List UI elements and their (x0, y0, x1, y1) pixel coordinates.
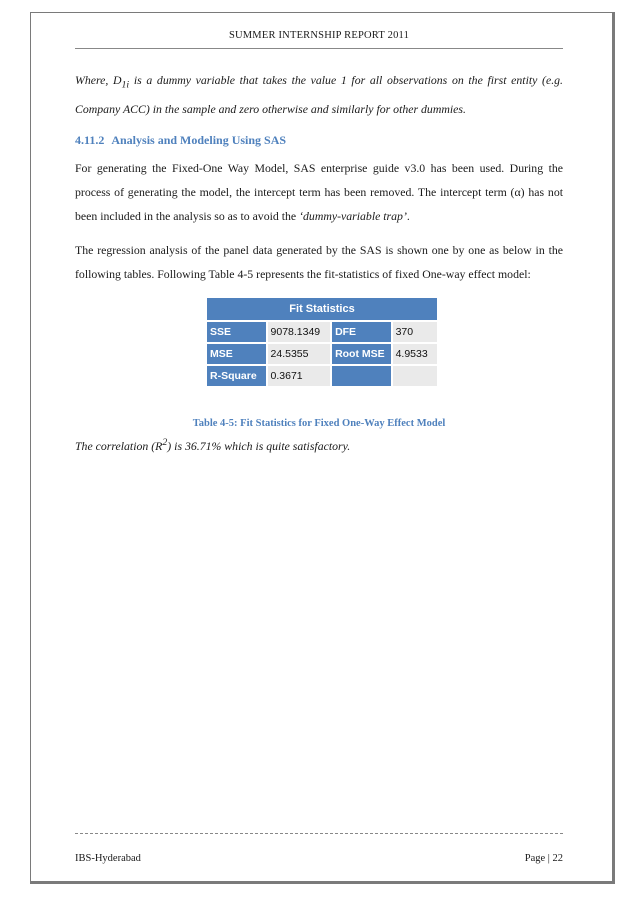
fit-statistics-table (205, 296, 439, 388)
table-row (207, 322, 437, 342)
corr-prefix: The correlation (R (75, 439, 163, 454)
footer-rule (75, 833, 563, 834)
para2-emphasis: ‘dummy-variable trap’ (299, 209, 407, 224)
para1-subscript: 1i (121, 79, 130, 91)
page-content (75, 68, 563, 454)
stat-value: 370 (393, 322, 437, 342)
section-title: Analysis and Modeling Using SAS (111, 133, 287, 148)
corr-suffix: ) is 36.71% which is quite satisfactory. (167, 439, 351, 454)
stat-label: Root MSE (332, 344, 391, 364)
section-heading (75, 133, 563, 148)
stat-value: 0.3671 (268, 366, 331, 386)
running-header: SUMMER INTERNSHIP REPORT 2011 (228, 30, 410, 41)
dummy-variable-paragraph (75, 68, 563, 121)
stat-label: DFE (332, 322, 391, 342)
page-number: Page | 22 (524, 853, 563, 864)
section-number: 4.11.2 (75, 133, 105, 148)
stat-label: MSE (207, 344, 266, 364)
footer-institution: IBS-Hyderabad (75, 853, 141, 864)
stat-value: 9078.1349 (268, 322, 331, 342)
stat-value: 24.5355 (268, 344, 331, 364)
fit-statistics-table-wrap (205, 296, 563, 388)
stat-label: R-Square (207, 366, 266, 386)
table-row (207, 344, 437, 364)
para1-text: is a dummy variable that takes the value 1 for all observations on the first entity (e.g. Company ACC) in the sample and zero otherwise and similarly for other dummies. (75, 73, 563, 117)
stat-value: 4.9533 (393, 344, 437, 364)
fit-statistics-title: Fit Statistics (207, 298, 437, 320)
regression-intro-paragraph: The regression analysis of the panel data generated by the SAS is shown one by one as below in the following tables. Following Table 4-5 represents the fit-statistics of fixed One-way effect model: (75, 243, 563, 282)
para2-text: For generating the Fixed-One Way Model, SAS enterprise guide v3.0 has been used. During the process of generating the model, the intercept term has been removed. The intercept term (α) has not been included in the analysis so as to avoid the (75, 161, 563, 224)
para1-prefix: Where, D (75, 73, 122, 87)
stat-label: SSE (207, 322, 266, 342)
table-caption: Table 4-5: Fit Statistics for Fixed One-Way Effect Model (192, 418, 446, 430)
sas-method-paragraph (75, 156, 563, 228)
corr-superscript: 2 (162, 437, 168, 449)
table-row (207, 366, 437, 386)
para2-end: . (406, 209, 410, 224)
correlation-sentence (75, 437, 563, 454)
stat-label-empty (332, 366, 391, 386)
stat-value-empty (393, 366, 437, 386)
header-rule (75, 48, 563, 49)
